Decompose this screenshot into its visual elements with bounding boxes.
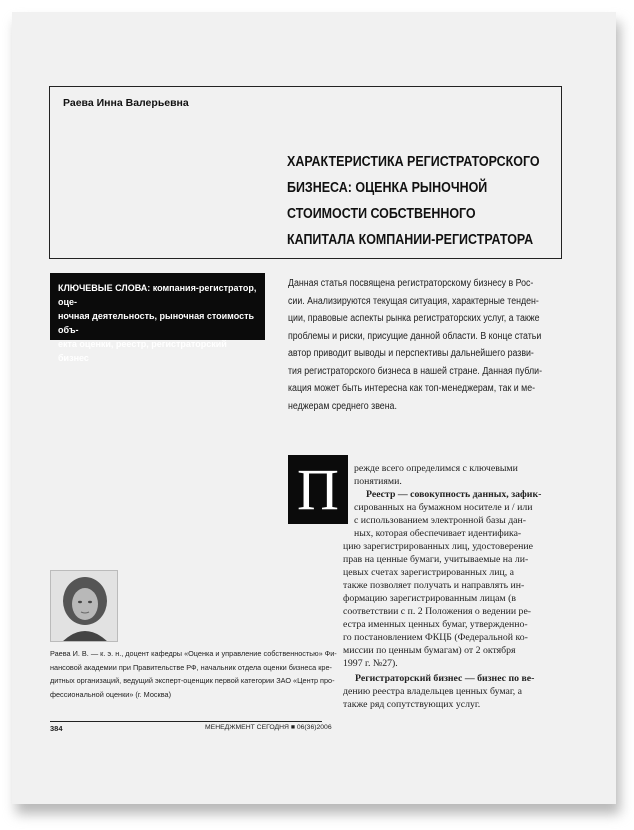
body-line: также позволяет получать и направлять ин- (343, 580, 525, 591)
abstract-line: кация может быть интересна как топ-менеджерам, так и ме- (288, 383, 536, 394)
body-line: режде всего определимся с ключевыми (354, 463, 518, 474)
author-bio (50, 647, 350, 701)
body-line: соответствии с п. 2 Положения о ведении ре- (343, 606, 532, 617)
page-number: 384 (50, 724, 63, 733)
abstract-line: неджерам среднего звена. (288, 400, 397, 412)
bio-line: дитных организаций, ведущий эксперт-оценщик первой категории ЗАО «Центр про- (50, 676, 335, 685)
body-line: цию зарегистрированных лиц, удостоверение (343, 541, 534, 552)
article-title (287, 149, 567, 253)
body-line: цевых счетах зарегистрированных лиц, а (343, 567, 514, 578)
body-line: 1997 г. №27). (343, 658, 398, 669)
title-line: ХАРАКТЕРИСТИКА РЕГИСТРАТОРСКОГО (287, 154, 540, 170)
bio-line: нансовой академии при Правительстве РФ, начальник отдела оценки бизнеса кре- (50, 662, 332, 672)
body-line: ных, которая обеспечивает идентифика- (354, 528, 522, 539)
body-line: естра именных ценных бумаг, утвержденно- (343, 619, 528, 630)
keywords-line: екта оценки, реестр, регистраторский бизнес (58, 339, 227, 363)
body-line: также ряд сопутствующих услуг. (343, 699, 481, 710)
abstract-line: автор приводит выводы и перспективы дальнейшего разви- (288, 348, 534, 359)
portrait-image (51, 571, 118, 642)
body-line: миссии по ценным бумагам) от 2 октября (343, 645, 516, 656)
abstract-line: ции, правовые аспекты рынка регистраторских услуг, а также (288, 313, 540, 324)
body-line-term: Регистраторский бизнес — бизнес по ве- (355, 673, 535, 684)
footer-rule (50, 721, 322, 722)
abstract (288, 275, 562, 415)
abstract-line: сии. Анализируются текущая ситуация, характерные тенден- (288, 295, 539, 307)
title-line: КАПИТАЛА КОМПАНИИ-РЕГИСТРАТОРА (287, 232, 534, 248)
abstract-line: проблемы и риски, присущие данной области. В конце статьи (288, 330, 542, 342)
body-line: понятиями. (354, 476, 402, 487)
keywords-box (50, 273, 265, 363)
bio-line: Раева И. В. — к. э. н., доцент кафедры «Оценка и управление собственностью» Фи- (50, 649, 337, 658)
body-line: с использованием электронной базы дан- (354, 515, 527, 526)
bio-line: фессиональной оценки» (г. Москва) (50, 689, 172, 699)
keywords-line: КЛЮЧЕВЫЕ СЛОВА: компания-регистратор, оце- (58, 283, 257, 307)
body-line-term: Реестр — совокупность данных, зафик- (366, 489, 542, 500)
author-photo (50, 570, 118, 642)
keywords-line: ночная деятельность, рыночная стоимость объ- (58, 311, 255, 335)
body-line: дению реестра владельцев ценных бумаг, а (343, 686, 522, 697)
abstract-line: Данная статья посвящена регистраторскому бизнесу в Рос- (288, 278, 534, 289)
body-line: сированных на бумажном носителе и / или (354, 502, 533, 513)
drop-cap: П (288, 455, 348, 524)
body-line: прав на ценные бумаги, учитываемые на ли- (343, 554, 529, 565)
author-name: Раева Инна Валерьевна (63, 97, 189, 109)
abstract-line: тия регистраторского бизнеса в нашей стране. Данная публи- (288, 365, 543, 377)
body-line: го постановлением ФКЦБ (Федеральной ко- (343, 632, 528, 643)
body-line: формацию зарегистрированным лицам (в (343, 593, 516, 604)
title-line: СТОИМОСТИ СОБСТВЕННОГО (287, 206, 476, 222)
title-line: БИЗНЕСА: ОЦЕНКА РЫНОЧНОЙ (287, 180, 488, 196)
journal-issue: МЕНЕДЖМЕНТ СЕГОДНЯ ■ 06(36)2006 (205, 724, 332, 731)
